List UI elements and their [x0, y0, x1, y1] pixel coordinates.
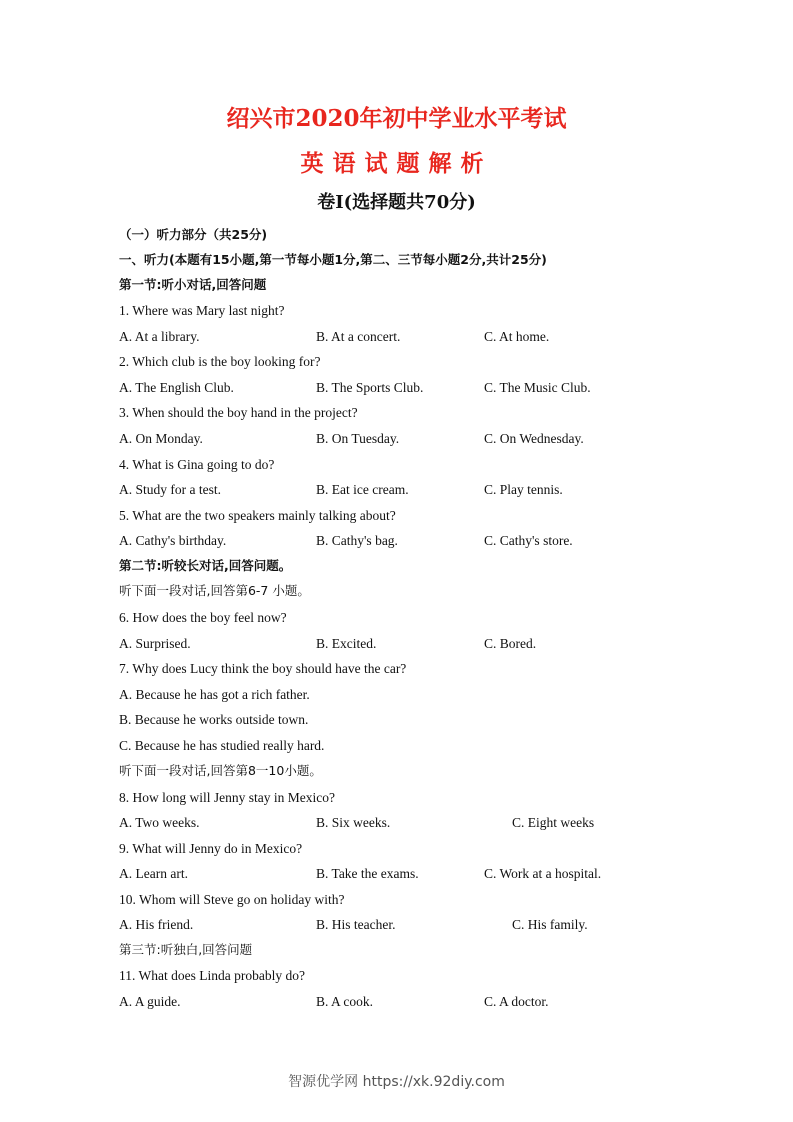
footer-watermark: 智源优学网 https://xk.92diy.com: [288, 1074, 505, 1090]
question-8: 8. How long will Jenny stay in Mexico?: [119, 790, 335, 805]
q4-option-c: C. Play tennis.: [484, 482, 563, 497]
question-7: 7. Why does Lucy think the boy should have the car?: [119, 661, 407, 676]
section2-note-2: 听下面一段对话,回答第8一10小题。: [119, 763, 322, 778]
q6-option-b: B. Excited.: [316, 636, 377, 651]
q2-option-c: C. The Music Club.: [484, 380, 591, 395]
q9-option-c: C. Work at a hospital.: [484, 866, 602, 881]
q10-option-b: B. His teacher.: [316, 917, 396, 932]
q1-option-a: A. At a library.: [119, 329, 200, 344]
question-9: 9. What will Jenny do in Mexico?: [119, 841, 303, 856]
q3-option-c: C. On Wednesday.: [484, 431, 584, 446]
q10-option-c: C. His family.: [512, 917, 588, 932]
q5-option-c: C. Cathy's store.: [484, 533, 573, 548]
q8-option-c: C. Eight weeks: [512, 815, 595, 830]
question-10: 10. Whom will Steve go on holiday with?: [119, 892, 345, 907]
section2-heading: 第二节:听较长对话,回答问题。: [119, 558, 292, 573]
q3-option-b: B. On Tuesday.: [316, 431, 400, 446]
q2-option-b: B. The Sports Club.: [316, 380, 424, 395]
q2-option-a: A. The English Club.: [119, 380, 234, 395]
q7-option-a: A. Because he has got a rich father.: [119, 687, 310, 702]
q5-option-b: B. Cathy's bag.: [316, 533, 398, 548]
title-line2: 英语试题解析: [300, 150, 493, 177]
section1-heading: 第一节:听小对话,回答问题: [119, 277, 267, 292]
q4-option-a: A. Study for a test.: [119, 482, 221, 497]
q11-option-c: C. A doctor.: [484, 994, 549, 1009]
q3-option-a: A. On Monday.: [119, 431, 203, 446]
question-3: 3. When should the boy hand in the project?: [119, 405, 358, 420]
question-5: 5. What are the two speakers mainly talking about?: [119, 508, 396, 523]
q7-option-c: C. Because he has studied really hard.: [119, 738, 325, 753]
q7-option-b: B. Because he works outside town.: [119, 712, 309, 727]
question-6: 6. How does the boy feel now?: [119, 610, 287, 625]
q10-option-a: A. His friend.: [119, 917, 194, 932]
section2-note-1: 听下面一段对话,回答第6-7 小题。: [119, 583, 310, 598]
q5-option-a: A. Cathy's birthday.: [119, 533, 227, 548]
question-1: 1. Where was Mary last night?: [119, 303, 285, 318]
section3-heading: 第三节:听独白,回答问题: [119, 942, 253, 957]
question-11: 11. What does Linda probably do?: [119, 968, 305, 983]
listening-intro: 一、听力(本题有15小题,第一节每小题1分,第二、三节每小题2分,共计25分): [119, 252, 547, 267]
q8-option-b: B. Six weeks.: [316, 815, 391, 830]
title-line1: 绍兴市2020年初中学业水平考试: [226, 105, 567, 132]
part-heading: （一）听力部分（共25分): [119, 227, 268, 242]
q4-option-b: B. Eat ice cream.: [316, 482, 409, 497]
question-4: 4. What is Gina going to do?: [119, 457, 275, 472]
q6-option-c: C. Bored.: [484, 636, 537, 651]
q6-option-a: A. Surprised.: [119, 636, 191, 651]
question-2: 2. Which club is the boy looking for?: [119, 354, 321, 369]
section-title: 卷I(选择题共70分): [317, 192, 476, 213]
q11-option-b: B. A cook.: [316, 994, 374, 1009]
q1-option-b: B. At a concert.: [316, 329, 401, 344]
q8-option-a: A. Two weeks.: [119, 815, 200, 830]
q11-option-a: A. A guide.: [119, 994, 181, 1009]
q9-option-a: A. Learn art.: [119, 866, 188, 881]
q1-option-c: C. At home.: [484, 329, 550, 344]
q9-option-b: B. Take the exams.: [316, 866, 419, 881]
